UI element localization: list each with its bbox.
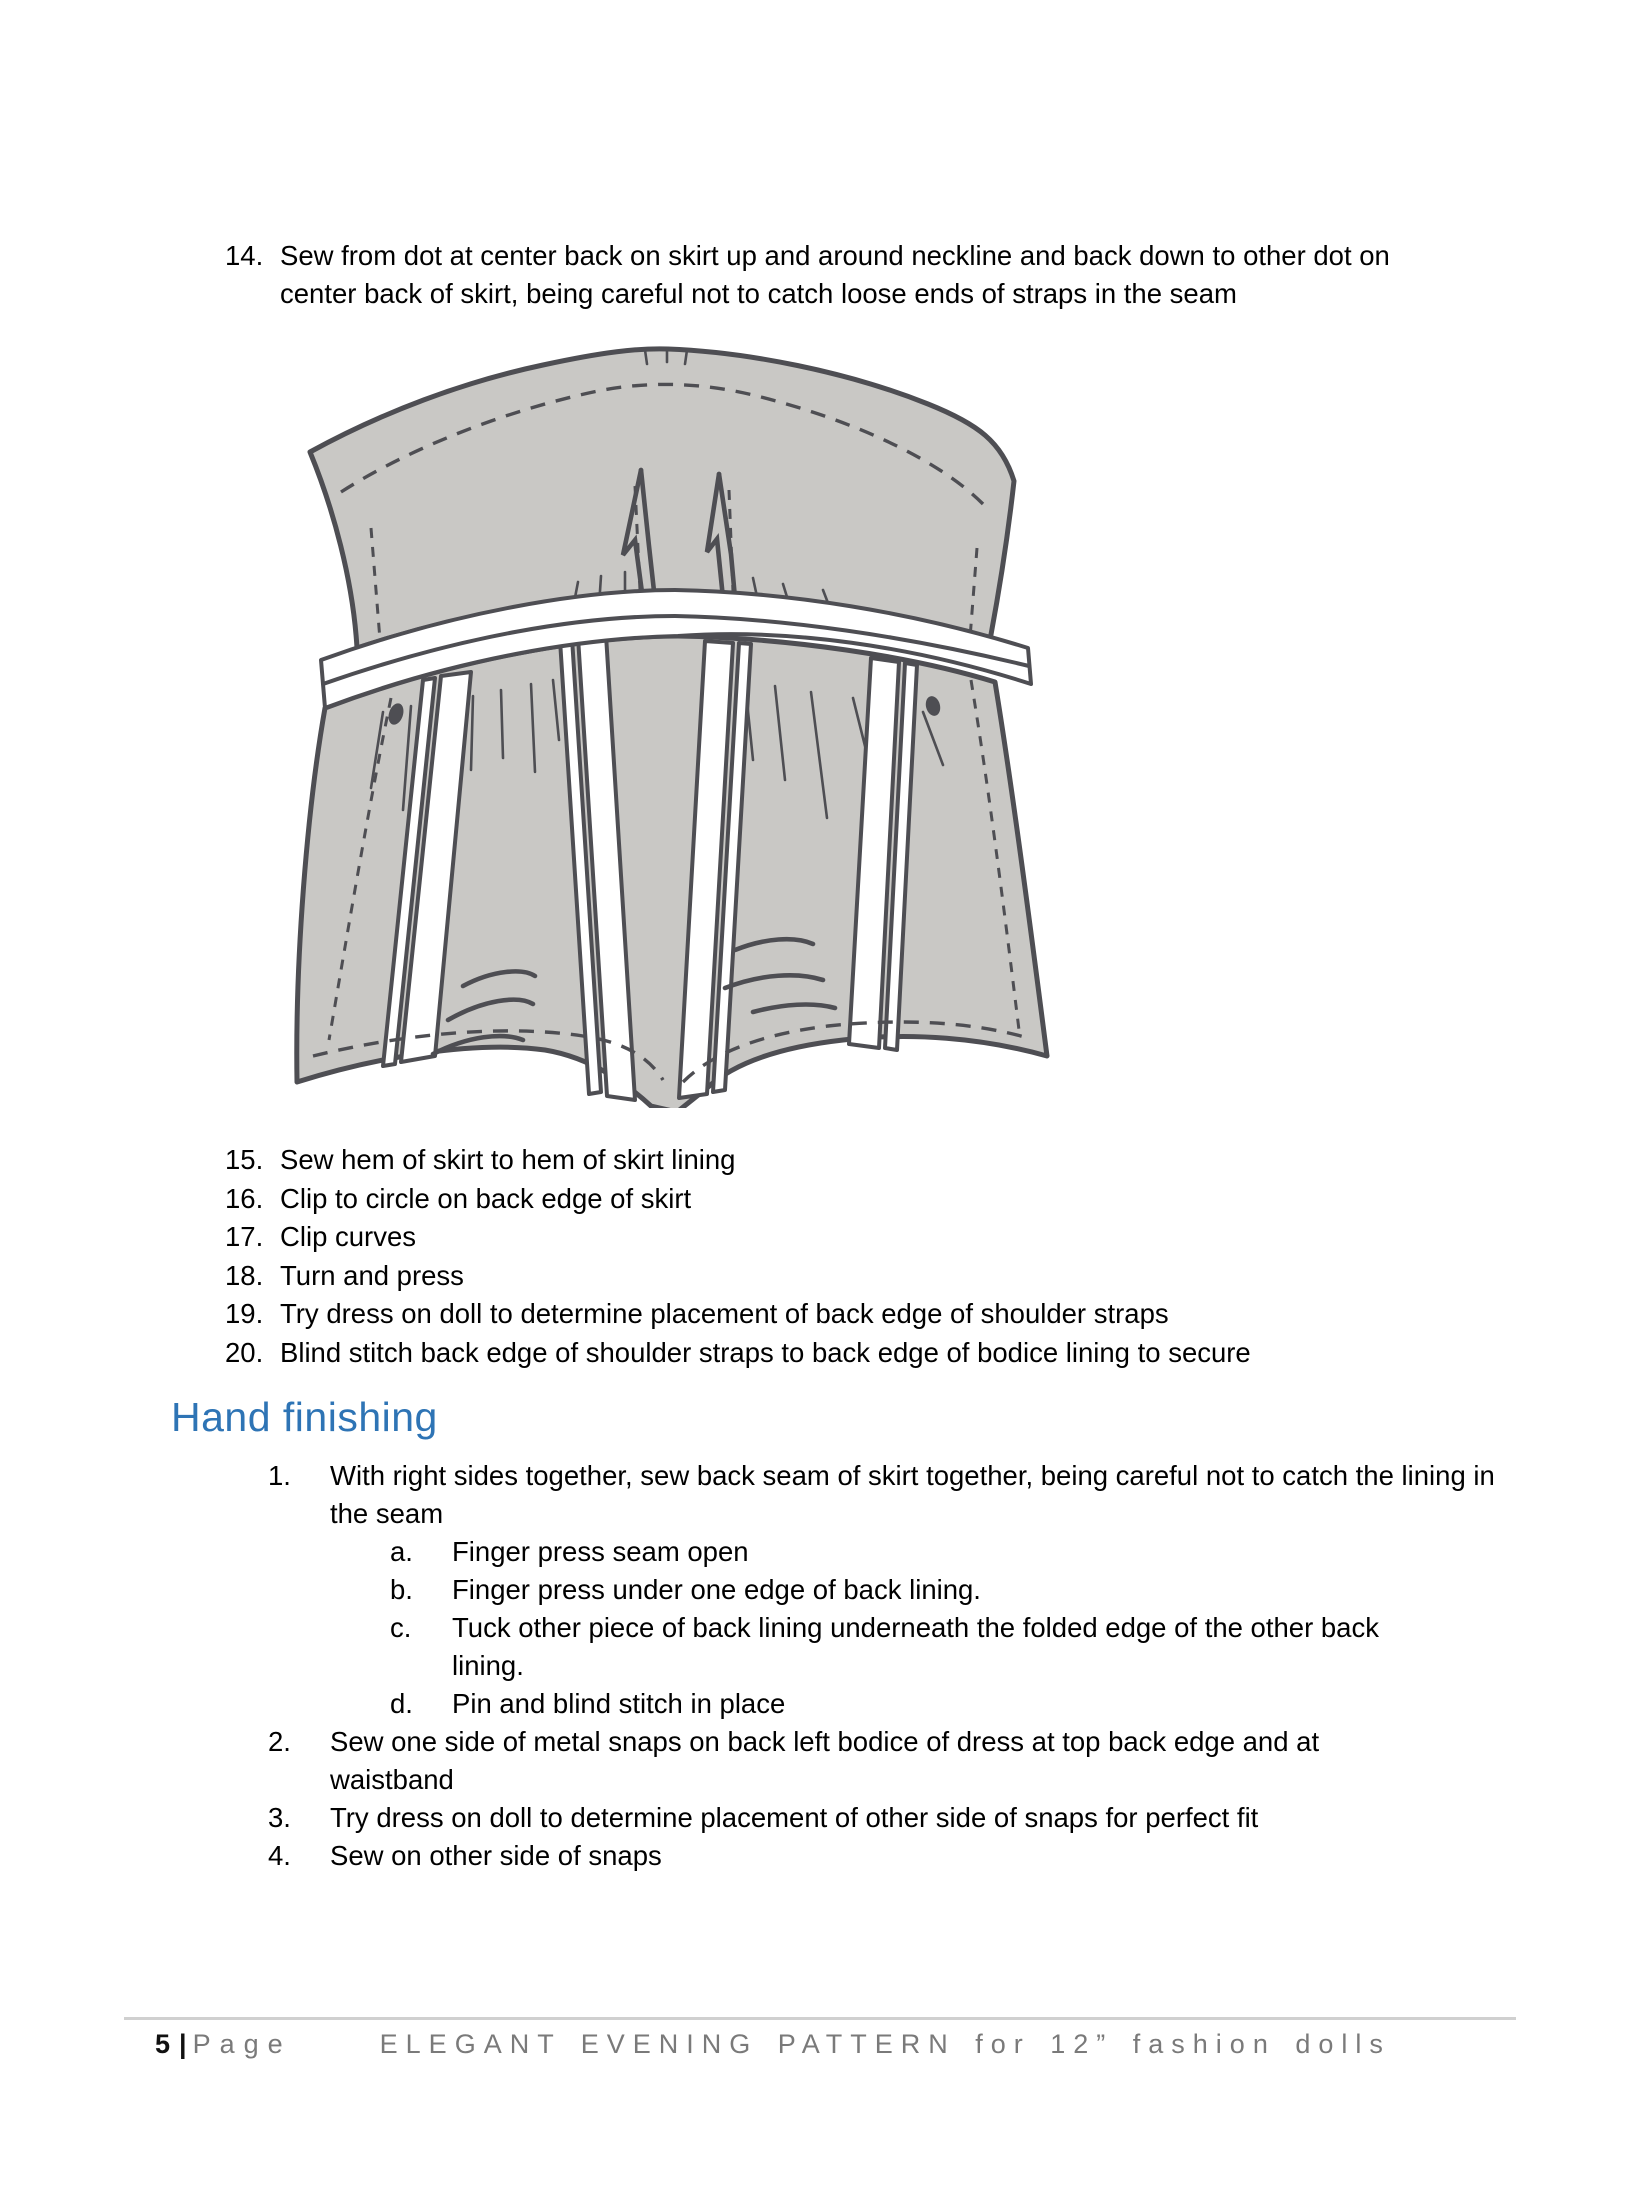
list-item-number: 1. [268, 1460, 291, 1491]
list-item [268, 1837, 1508, 1875]
list-item-number: 18. [225, 1259, 264, 1291]
list-item-number: 2. [268, 1726, 291, 1757]
footer-rule [124, 2017, 1516, 2020]
list-item-number: 16. [225, 1182, 264, 1214]
list-item-text: Finger press seam open [452, 1536, 749, 1567]
footer-separator: | [179, 2029, 187, 2059]
list-item-text: Sew hem of skirt to hem of skirt lining [280, 1144, 736, 1175]
list-item [225, 237, 1390, 313]
sub-list-item [390, 1533, 1508, 1571]
list-item-text: With right sides together, sew back seam of skirt together, being careful not to catch the lining in the seam [330, 1460, 1495, 1529]
list-item-text: Sew one side of metal snaps on back left bodice of dress at top back edge and at waistband [330, 1726, 1320, 1795]
list-item [225, 1295, 1251, 1334]
sub-list-item [390, 1571, 1508, 1609]
list-item-text: Pin and blind stitch in place [452, 1688, 786, 1719]
list-item-text: Clip to circle on back edge of skirt [280, 1182, 692, 1214]
hand-finishing-list [268, 1457, 1508, 1875]
list-item-text: Try dress on doll to determine placement of other side of snaps for perfect fit [330, 1802, 1259, 1833]
list-item [225, 1218, 1251, 1257]
list-item [268, 1799, 1508, 1837]
list-item-number: a. [390, 1536, 413, 1567]
footer-document-title: ELEGANT EVENING PATTERN for 12” fashion dolls [379, 2029, 1391, 2059]
list-item-number: 4. [268, 1840, 291, 1871]
list-item-text: Try dress on doll to determine placement of back edge of shoulder straps [280, 1298, 1169, 1329]
list-item [225, 1257, 1251, 1296]
section-heading: Hand finishing [171, 1394, 438, 1440]
list-item-text: Tuck other piece of back lining underneath the folded edge of the other back lining. [452, 1612, 1379, 1681]
list-item [225, 1180, 1251, 1219]
footer-page-word: Page [192, 2029, 292, 2059]
list-item-number: 19. [225, 1298, 264, 1329]
list-item-number: b. [390, 1574, 413, 1605]
list-item-number: 3. [268, 1802, 291, 1833]
sub-list-item [390, 1685, 1508, 1723]
list-item-number: 15. [225, 1144, 264, 1175]
list-item-text: Finger press under one edge of back lining. [452, 1574, 981, 1605]
construction-steps-list [225, 1141, 1251, 1372]
dress-back-sketch [283, 340, 1065, 1108]
list-item-text: Blind stitch back edge of shoulder straps to back edge of bodice lining to secure [280, 1336, 1251, 1368]
list-item-text: Clip curves [280, 1221, 417, 1252]
list-item-number: 20. [225, 1336, 264, 1368]
list-item-number: 17. [225, 1221, 264, 1252]
list-item-number: 14. [225, 240, 264, 271]
list-item-text: Turn and press [280, 1259, 464, 1291]
page-number: 5 [155, 2029, 171, 2059]
list-item-number: c. [390, 1612, 412, 1643]
list-item [225, 1141, 1251, 1180]
footer [155, 2028, 1391, 2060]
list-item [268, 1457, 1508, 1533]
list-item [225, 1334, 1251, 1373]
sub-list-item [390, 1609, 1508, 1685]
list-item-number: d. [390, 1688, 413, 1719]
list-item [268, 1723, 1508, 1799]
list-item-text: Sew on other side of snaps [330, 1840, 662, 1871]
list-item-text: Sew from dot at center back on skirt up and around neckline and back down to other dot on center back of skirt, being careful not to catch loose ends of straps in the seam [280, 240, 1390, 309]
